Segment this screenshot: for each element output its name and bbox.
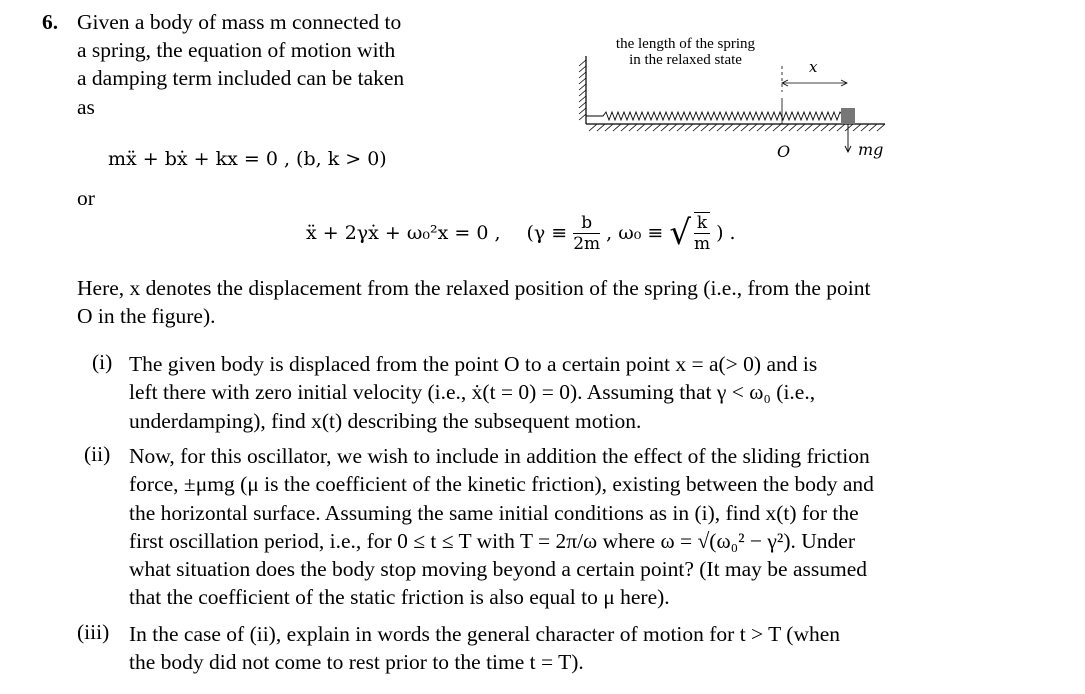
- equation-2-omega: , ω₀ ≡: [606, 222, 664, 244]
- spring-figure: [575, 34, 895, 164]
- equation-1: mẍ + bẋ + kx = 0 , (b, k > 0): [108, 148, 387, 170]
- gamma-denominator: 2m: [573, 233, 601, 254]
- or-text: or: [77, 186, 95, 210]
- part-ii-line-5: what situation does the body stop moving beyond a certain point? (It may be assumed: [129, 557, 868, 582]
- intro-line-3: a damping term included can be taken: [77, 66, 405, 90]
- here-line-1: Here, x denotes the displacement from the relaxed position of the spring (i.e., from the point: [77, 276, 871, 300]
- part-ii-line-4: first oscillation period, i.e., for 0 ≤ t ≤ T with T = 2π/ω where ω = √(ω₀² − γ²). Under: [129, 528, 856, 553]
- part-ii-line-6: that the coefficient of the static friction is also equal to μ here).: [129, 585, 670, 610]
- here-line-2: O in the figure).: [77, 304, 216, 328]
- problem-number: 6.: [42, 10, 59, 34]
- part-i-text: [129, 350, 989, 435]
- intro-line-4: as: [77, 95, 95, 119]
- mass-block: [841, 108, 855, 124]
- part-iii-label: (iii): [77, 620, 110, 644]
- force-label: mg: [858, 140, 884, 159]
- part-ii-label: (ii): [84, 442, 111, 466]
- equation-2-gamma: (γ ≡: [526, 222, 568, 244]
- sqrt-symbol: √: [669, 213, 691, 253]
- figure-label: [593, 36, 778, 68]
- figure-label-line-1: the length of the spring: [615, 36, 756, 52]
- sqrt-denominator: m: [693, 234, 711, 254]
- intro-line-2: a spring, the equation of motion with: [77, 38, 396, 62]
- gamma-numerator: b: [573, 213, 600, 234]
- part-i-line-3: underdamping), find x(t) describing the subsequent motion.: [129, 408, 642, 433]
- part-iii-text: [129, 620, 989, 677]
- part-ii-line-2: force, ±μmg (μ is the coefficient of the kinetic friction), existing between the body and: [129, 472, 874, 497]
- part-i-label: (i): [92, 350, 113, 374]
- part-ii-line-1: Now, for this oscillator, we wish to include in addition the effect of the sliding friction: [129, 444, 870, 468]
- x-label: x: [809, 58, 818, 76]
- equation-2: [306, 212, 736, 254]
- figure-label-line-2: in the relaxed state: [629, 52, 742, 68]
- wall-hatch: [579, 60, 586, 120]
- gamma-fraction: [573, 213, 600, 254]
- equation-2-close: ) .: [716, 222, 736, 244]
- part-ii-line-3: the horizontal surface. Assuming the same initial conditions as in (i), find x(t) for the: [129, 500, 859, 525]
- intro-line-1: Given a body of mass m connected to: [77, 10, 402, 34]
- part-iii-line-1: In the case of (ii), explain in words the general character of motion for t > T (when: [129, 622, 841, 646]
- spring-coil: [586, 112, 843, 120]
- equation-2-left: ẍ + 2γẋ + ω₀²x = 0 ,: [306, 222, 501, 244]
- sqrt-numerator: k: [694, 213, 710, 234]
- origin-label: O: [777, 142, 791, 161]
- part-ii-text: [129, 442, 989, 612]
- floor-hatch: [589, 124, 885, 131]
- sqrt-fraction: [694, 212, 710, 254]
- part-i-line-1: The given body is displaced from the point O to a certain point x = a(> 0) and is: [129, 352, 818, 376]
- part-i-line-2: left there with zero initial velocity (i.e., ẋ(t = 0) = 0). Assuming that γ < ω₀ (i.e.,: [129, 380, 816, 405]
- part-iii-line-2: the body did not come to rest prior to the time t = T).: [129, 650, 584, 675]
